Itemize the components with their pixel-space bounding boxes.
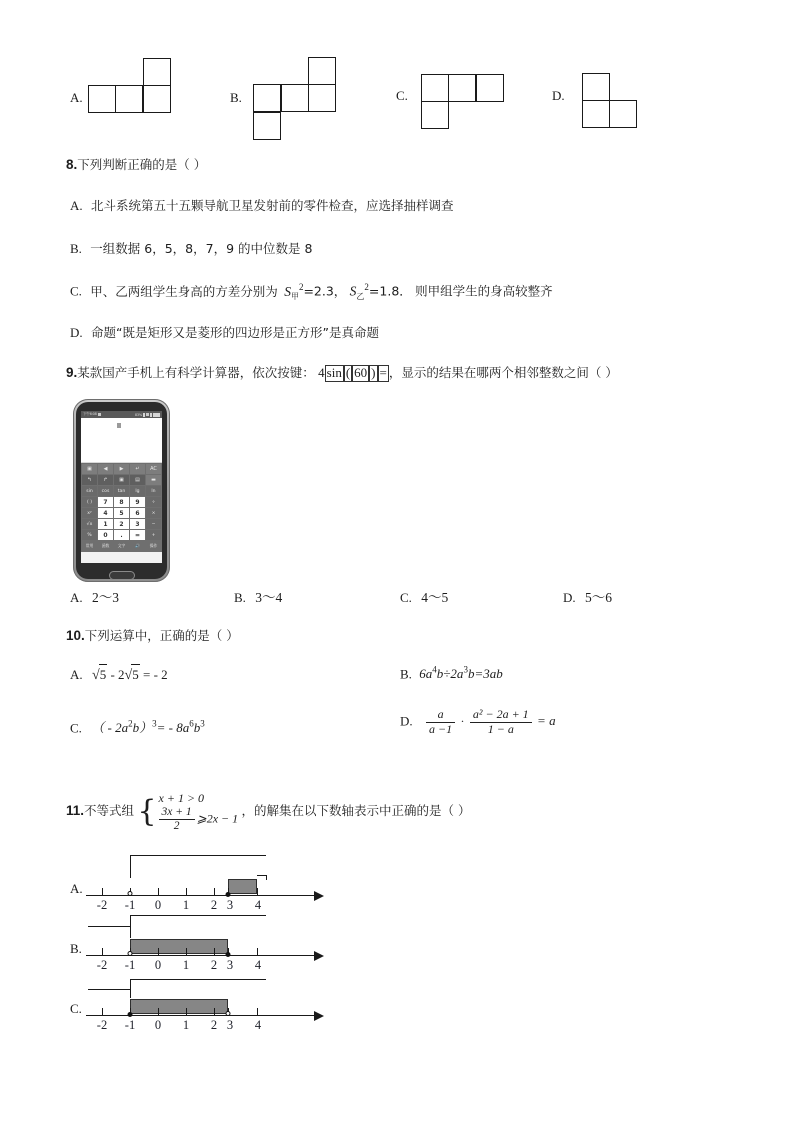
endpoint-open-circle (128, 951, 133, 956)
q10-option-b-expression (419, 666, 502, 681)
q11-option-b-numberline (70, 915, 340, 975)
axis-tick-label: -2 (96, 958, 108, 972)
endpoint-filled-dot (226, 952, 231, 957)
q8-stem (66, 155, 206, 175)
q8-option-c (70, 281, 553, 303)
net-cell (143, 85, 171, 113)
inequality-line-2-rhs: ⩾2x − 1 (196, 811, 239, 826)
net-cell (582, 100, 610, 128)
axis-tick (214, 1008, 215, 1016)
axis-tick (158, 888, 159, 896)
q10c-lead: （ - 2a (91, 720, 129, 736)
q10-option-c-expression (91, 720, 204, 735)
fraction-1-numerator: a (437, 707, 444, 721)
q10c-exp2: 3 (152, 719, 157, 729)
net-cell (421, 101, 449, 129)
axis-tick-label: 4 (254, 1018, 262, 1032)
axis-tick-label: 4 (254, 958, 262, 972)
key-copy-icon[interactable]: ▣ (114, 475, 129, 485)
text-cursor-icon (117, 423, 121, 428)
q10d-rhs: = a (537, 713, 556, 729)
axis-tick-label: 0 (154, 898, 162, 912)
key-6[interactable]: 6 (130, 508, 145, 518)
radical-sign-2: √ (124, 668, 133, 683)
axis-tick-label: -1 (124, 898, 136, 912)
axis-tick (186, 948, 187, 956)
key-keyboard-icon[interactable]: ▬ (146, 475, 161, 485)
axis-tick-label: 2 (210, 898, 218, 912)
key-parentheses[interactable]: ( ) (82, 497, 97, 507)
keypad-row (82, 530, 161, 540)
axis-line (86, 1015, 316, 1016)
calculator-key-60: 60 (354, 365, 368, 381)
q9-option-b-letter: B. (234, 590, 246, 605)
variance-subscript-2: 乙 (356, 292, 365, 302)
key-7[interactable]: 7 (98, 497, 113, 507)
keypad-bottom-toolbar (82, 541, 161, 550)
key-cos[interactable]: cos (98, 486, 113, 496)
key-lg[interactable]: lg (130, 486, 145, 496)
axis-tick-label: 3 (226, 958, 234, 972)
q10c-exp3: 6 (189, 719, 194, 729)
axis-tick-label: -1 (124, 1018, 136, 1032)
axis-tick (186, 888, 187, 896)
q10-option-b (400, 664, 503, 685)
signal-icon-2 (150, 413, 152, 417)
q8-option-d (70, 323, 379, 343)
net-cell (281, 84, 309, 112)
axis-tick (186, 1008, 187, 1016)
radical-sign: √ (92, 668, 100, 683)
axis-tick (102, 1008, 103, 1016)
axis-tick-label: 3 (226, 1018, 234, 1032)
key-0[interactable]: 0 (98, 530, 113, 540)
key-undo-icon[interactable]: ↰ (82, 475, 97, 485)
axis-tick (257, 1008, 258, 1016)
q11-option-a-letter: A. (70, 881, 83, 896)
battery-percent: 83% (134, 412, 142, 417)
fraction-2 (470, 708, 532, 737)
signal-icon (143, 413, 145, 417)
q8-option-d-text: 命题“既是矩形又是菱形的四边形是正方形”是真命题 (91, 325, 379, 340)
axis-tick-label: 2 (210, 1018, 218, 1032)
q8-option-b-text: 一组数据 6，5，8，7，9 的中位数是 8 (90, 241, 313, 256)
net-cell (253, 112, 281, 140)
key-redo-icon[interactable]: ↱ (98, 475, 113, 485)
variance-exponent-1: 2 (298, 282, 304, 292)
toolbar-common[interactable]: 常用 (82, 541, 97, 550)
fraction-1-denominator: a −1 (426, 722, 455, 737)
key-square-root[interactable]: √x (82, 519, 97, 529)
q11-stem-before: 不等式组 (84, 802, 135, 818)
axis-tick-label: -1 (124, 958, 136, 972)
radicand: 5 (99, 664, 108, 685)
axis-tick (257, 888, 258, 896)
q8-option-d-letter: D. (70, 325, 83, 340)
net-cell (308, 84, 336, 112)
keypad-row (82, 497, 161, 507)
q7-option-b-letter: B. (230, 90, 242, 105)
axis-tick (214, 948, 215, 956)
phone-status-bar (81, 411, 162, 418)
net-cell (448, 74, 476, 102)
solution-ray-upper (130, 979, 266, 980)
key-left-arrow-icon[interactable]: ◀ (98, 464, 113, 474)
q8-option-b (70, 239, 312, 259)
key-equals[interactable]: = (130, 530, 145, 540)
q9-option-c-text: 4～5 (421, 590, 449, 605)
axis-tick-label: -2 (96, 1018, 108, 1032)
q11-option-c-numberline (70, 975, 340, 1035)
q10c-exp1: 2 (128, 719, 133, 729)
q7-option-a-letter: A. (70, 90, 83, 105)
endpoint-filled-dot (128, 1012, 133, 1017)
key-2[interactable]: 2 (114, 519, 129, 529)
axis-arrow-icon (314, 951, 324, 961)
axis-line (86, 955, 316, 956)
q11-number: 11. (66, 802, 85, 818)
status-bar-right (135, 413, 160, 417)
axis-tick-label: 4 (254, 898, 262, 912)
q9-option-c-letter: C. (400, 590, 412, 605)
calculator-display[interactable] (81, 418, 162, 463)
inequality-line-2 (157, 806, 239, 833)
keypad-row (82, 475, 161, 485)
solution-ray-upper (130, 855, 266, 856)
toolbar-operations[interactable]: 操作 (146, 541, 161, 550)
wifi-icon (146, 413, 149, 416)
axis-tick (158, 948, 159, 956)
key-percent[interactable]: % (82, 530, 97, 540)
q9-option-b-text: 3～4 (255, 590, 283, 605)
phone-screen (81, 411, 162, 563)
q10-option-b-letter: B. (400, 666, 412, 682)
status-bar-left (83, 412, 101, 417)
fraction-2-numerator: a² − 2a + 1 (472, 707, 529, 721)
q8-option-a (70, 196, 454, 216)
axis-tick-label: 1 (182, 958, 190, 972)
notification-icon (98, 413, 101, 416)
key-1[interactable]: 1 (98, 519, 113, 529)
q8-option-b-letter: B. (70, 241, 82, 256)
endpoint-open-circle (226, 1011, 231, 1016)
q8-option-c-letter: C. (70, 283, 82, 299)
q8-number: 8. (66, 157, 78, 172)
toolbar-functions[interactable]: 函数 (98, 541, 113, 550)
variance-value-2: =1.8． (368, 283, 412, 299)
q10b-part1: 6a (419, 666, 433, 682)
q10-option-a-letter: A. (70, 667, 83, 682)
q9-option-c (400, 588, 448, 608)
key-decimal-point[interactable]: . (114, 530, 129, 540)
q10-option-d (400, 708, 556, 737)
key-history-icon[interactable]: ▣ (82, 464, 97, 474)
phone-home-button[interactable] (109, 571, 135, 580)
toolbar-sound-icon[interactable]: 🔊 (130, 541, 145, 550)
solution-bracket-tick-v (266, 875, 267, 880)
net-cell (143, 58, 171, 86)
net-cell (115, 85, 143, 113)
axis-tick (214, 888, 215, 896)
variance-symbol-2: S (349, 283, 357, 299)
keypad-row (82, 508, 161, 518)
axis-tick-label: 0 (154, 958, 162, 972)
axis-tick-label: 3 (226, 898, 234, 912)
q9-stem-after: ，显示的结果在哪两个相邻整数之间（ ） (388, 365, 618, 380)
q10-number: 10. (66, 628, 85, 643)
q11-option-c-letter: C. (70, 1001, 82, 1016)
net-cell (88, 85, 116, 113)
calculator-keypad (81, 463, 162, 552)
system-rows (157, 790, 239, 834)
net-cell (253, 84, 281, 112)
q11-stem (66, 790, 470, 834)
inequality-system (137, 790, 238, 834)
key-divide[interactable]: ÷ (146, 497, 161, 507)
q7-option-c-letter: C. (396, 88, 408, 103)
inequality-fraction (159, 806, 195, 833)
q8-option-c-lead: 甲、乙两组学生身高的方差分别为 (90, 283, 278, 299)
key-9[interactable]: 9 (130, 497, 145, 507)
inequality-fraction-numerator: 3x + 1 (161, 806, 192, 819)
q9-option-a-letter: A. (70, 590, 83, 605)
q10b-part2: b÷2a (436, 666, 464, 682)
radicand-2: 5 (131, 664, 140, 685)
fraction-1 (426, 708, 455, 737)
endpoint-open-circle (128, 891, 133, 896)
phone-body (76, 402, 167, 579)
axis-tick (102, 888, 103, 896)
q9-stem (66, 363, 618, 383)
calculator-key-sin: sin (326, 365, 342, 381)
net-cell (609, 100, 637, 128)
status-time: 下午6:08 (83, 412, 97, 416)
q11-option-b-letter: B. (70, 941, 82, 956)
q10b-exp2: 3 (463, 665, 468, 675)
q8-option-a-text: 北斗系统第五十五颗导航卫星发射前的零件检查，应选择抽样调查 (91, 198, 454, 213)
key-power[interactable]: xʸ (82, 508, 97, 518)
toolbar-text[interactable]: 文字 (114, 541, 129, 550)
variance-exponent-2: 2 (364, 282, 369, 292)
key-4[interactable]: 4 (98, 508, 113, 518)
variance-subscript-1: 甲 (290, 292, 299, 302)
q11-option-a-numberline (70, 855, 340, 915)
q10-stem (66, 626, 239, 646)
solution-bracket-vertical (130, 855, 131, 878)
axis-tick-label: 1 (182, 1018, 190, 1032)
q9-stem-before: 某款国产手机上有科学计算器，依次按键： (77, 365, 315, 380)
key-plus[interactable]: + (146, 530, 161, 540)
q10-option-c (70, 718, 205, 739)
calculator-key-4: 4 (318, 365, 325, 380)
net-cell (582, 73, 610, 101)
net-cell (421, 74, 449, 102)
q10-option-d-letter: D. (400, 713, 413, 729)
axis-tick-label: 1 (182, 898, 190, 912)
q10-option-d-expression (424, 707, 556, 736)
key-backspace-icon[interactable]: ↵ (130, 464, 145, 474)
calculator-key-equals: = (379, 365, 387, 381)
keypad-row (82, 464, 161, 474)
axis-tick (158, 1008, 159, 1016)
axis-tick-label: 0 (154, 1018, 162, 1032)
q9-option-a-text: 2～3 (92, 590, 120, 605)
variance-symbol-1: S (284, 283, 291, 299)
q10a-rhs: = - 2 (142, 667, 168, 682)
inequality-line-1: x + 1 > 0 (158, 791, 205, 805)
solution-ray-upper (130, 915, 266, 916)
q10c-rhs: = - 8a (156, 720, 190, 736)
key-minus[interactable]: − (146, 519, 161, 529)
q8-option-a-letter: A. (70, 198, 83, 213)
q10c-exp4: 3 (200, 719, 205, 729)
solution-ray-lower (88, 926, 131, 927)
axis-arrow-icon (314, 891, 324, 901)
q10-option-a (70, 664, 168, 686)
q8-option-c-tail: 则甲组学生的身高较整齐 (415, 283, 553, 299)
q9-option-d-letter: D. (563, 590, 576, 605)
calculator-key-close-paren: ) (371, 365, 376, 381)
keypad-row (82, 519, 161, 529)
q10b-exp1: 4 (432, 665, 437, 675)
axis-tick (257, 948, 258, 956)
q9-option-d-text: 5～6 (585, 590, 613, 605)
q10a-middle: - 2 (110, 667, 125, 682)
q10c-b3: b (193, 720, 201, 736)
q9-number: 9. (66, 365, 78, 380)
q7-option-d-letter: D. (552, 88, 565, 103)
q9-option-d (563, 588, 612, 608)
q11-stem-after: ，的解集在以下数轴表示中正确的是（ ） (241, 802, 471, 818)
q9-option-a (70, 588, 119, 608)
q10c-mid: b） (132, 720, 153, 736)
solution-shaded-region (228, 879, 257, 894)
key-paste-icon[interactable]: ▤ (130, 475, 145, 485)
q10b-part3: b=3ab (467, 666, 503, 682)
multiplication-dot: · (460, 714, 465, 729)
keypad-row (82, 486, 161, 496)
system-brace: { (137, 793, 157, 829)
key-multiply[interactable]: × (146, 508, 161, 518)
battery-icon (153, 413, 160, 417)
fraction-2-denominator: 1 − a (470, 722, 532, 737)
variance-value-1: =2.3， (303, 283, 347, 299)
q10-stem-text: 下列运算中，正确的是（ ） (84, 628, 239, 643)
key-3[interactable]: 3 (130, 519, 145, 529)
q10-option-a-expression (92, 667, 168, 682)
net-cell (476, 74, 504, 102)
key-tan[interactable]: tan (114, 486, 129, 496)
key-8[interactable]: 8 (114, 497, 129, 507)
key-right-arrow-icon[interactable]: ▶ (114, 464, 129, 474)
key-ln[interactable]: ln (146, 486, 161, 496)
inequality-fraction-denominator: 2 (159, 819, 195, 833)
axis-line (86, 895, 316, 896)
net-cell (308, 57, 336, 85)
phone-calculator-figure (73, 399, 170, 582)
axis-tick-label: 2 (210, 958, 218, 972)
axis-tick (102, 948, 103, 956)
key-sin[interactable]: sin (82, 486, 97, 496)
axis-arrow-icon (314, 1011, 324, 1021)
solution-ray-lower (88, 989, 131, 990)
key-ac[interactable]: AC (146, 464, 161, 474)
q9-option-b (234, 588, 282, 608)
calculator-key-open-paren: ( (345, 365, 351, 381)
q8-stem-text: 下列判断正确的是（ ） (77, 157, 207, 172)
key-5[interactable]: 5 (114, 508, 129, 518)
axis-tick-label: -2 (96, 898, 108, 912)
endpoint-filled-dot (226, 892, 231, 897)
q10-option-c-letter: C. (70, 720, 82, 736)
